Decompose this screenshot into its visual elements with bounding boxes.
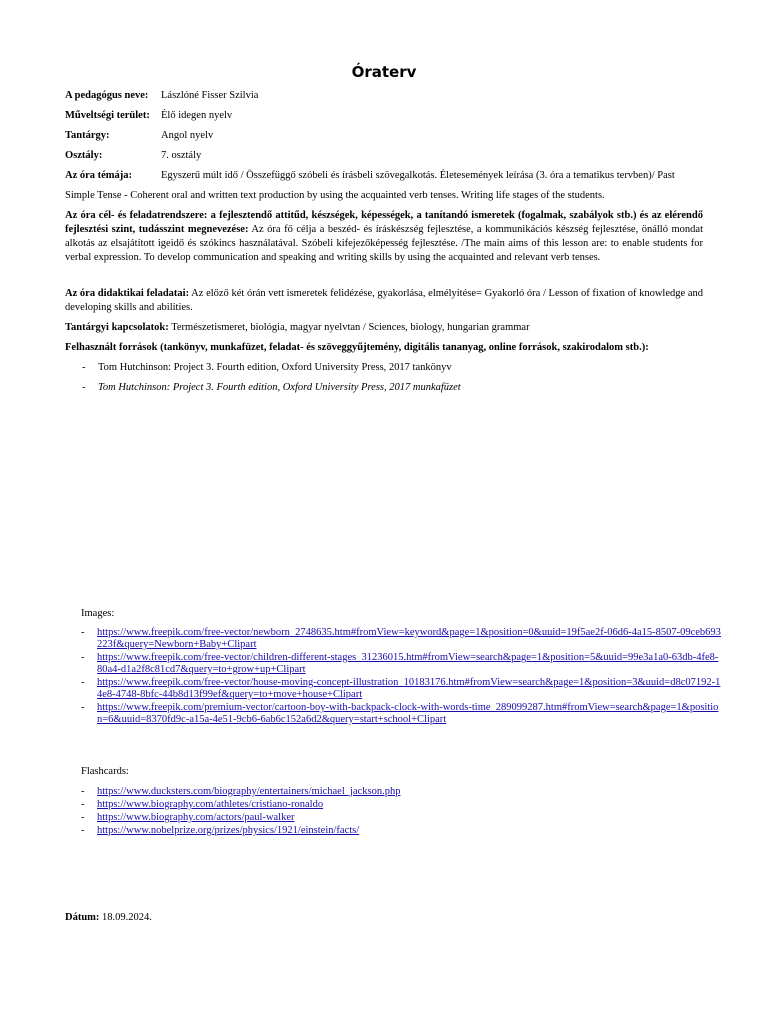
- flashcard-link[interactable]: https://www.biography.com/athletes/cristiano-ronaldo: [97, 799, 324, 810]
- flashcard-link[interactable]: https://www.ducksters.com/biography/entertainers/michael_jackson.php: [97, 786, 401, 797]
- field-label: Műveltségi terület:: [65, 110, 150, 121]
- field-value: Angol nyelv: [161, 130, 214, 141]
- image-link[interactable]: https://www.freepik.com/premium-vector/cartoon-boy-with-backpack-clock-with-words-time_289099287.htm#fromView=search&page=1&position=6&uuid=8370fd9c-a15a-4e51-9cb6-6ab6c152a6d2&query=start+school+Clipart: [97, 702, 719, 725]
- field-subject: [65, 129, 213, 143]
- date-line: [65, 912, 152, 923]
- field-value: Lászlóné Fisser Szilvia: [161, 90, 259, 101]
- didactic-tasks: [65, 287, 703, 315]
- date-label: Dátum:: [65, 912, 100, 923]
- field-teacher-name: [65, 89, 258, 103]
- source-item: - Tom Hutchinson: Project 3. Fourth edition, Oxford University Press, 2017 tankönyv: [82, 362, 452, 373]
- topic-continuation: Simple Tense - Coherent oral and written text production by using the acquainted verb tenses. Writing life stages of the students.: [65, 190, 605, 201]
- source-item: - Tom Hutchinson: Project 3. Fourth edition, Oxford University Press, 2017 munkafüzet: [82, 382, 461, 393]
- lesson-goals: [65, 209, 703, 265]
- image-link[interactable]: https://www.freepik.com/free-vector/house-moving-concept-illustration_10183176.htm#fromView=search&page=1&position=3&uuid=d8c07192-14e8-4748-8bfc-44b8d13f99ef&query=to+move+house+Clipart: [97, 677, 721, 700]
- goals-text: Az óra fő célja a beszéd- és íráskészség fejlesztése, a kommunikációs készség fejlesztése, önálló mondat alkotás az elsajátított igeidő és szókincs használatával. Szóbeli kifejezőképesség fejlesztése. /The main aims of this lesson are: to enable students for verbal expression. To develop communication and speaking and writing skills by using the acquainted and relevant verb tenses.: [65, 224, 703, 263]
- image-link[interactable]: https://www.freepik.com/free-vector/newborn_2748635.htm#fromView=keyword&page=1&position=0&uuid=19f5ae2f-06d6-4a15-8507-09ceb693223f&query=Newborn+Baby+Clipart: [97, 627, 721, 650]
- subject-connections: [65, 321, 703, 335]
- image-link[interactable]: https://www.freepik.com/free-vector/children-different-stages_31236015.htm#fromView=search&page=1&position=5&uuid=99e3a1a0-63db-4fe8-80a4-d1a2f8c81cd7&query=to+grow+up+Clipart: [97, 652, 719, 675]
- field-value: Egyszerű múlt idő / Összefüggő szóbeli és írásbeli szövegalkotás. Életesemények leírása (3. óra a tematikus tervben)/ Past: [161, 170, 675, 181]
- field-value: 7. osztály: [161, 150, 202, 161]
- list-item: - https://www.freepik.com/free-vector/newborn_2748635.htm#fromView=keyword&page=1&position=0&uuid=19f5ae2f-06d6-4a15-8507-09ceb693223f&query=Newborn+Baby+Clipart: [81, 627, 721, 650]
- field-label: A pedagógus neve:: [65, 90, 149, 101]
- list-item: - https://www.biography.com/athletes/cristiano-ronaldo: [81, 799, 324, 810]
- list-item: - https://www.nobelprize.org/prizes/physics/1921/einstein/facts/: [81, 825, 360, 836]
- sources-heading: Felhasznált források (tankönyv, munkafüzet, feladat- és szöveggyűjtemény, digitális tananyag, online források, szakirodalom stb.):: [65, 342, 649, 353]
- didactic-label: Az óra didaktikai feladatai:: [65, 288, 190, 299]
- list-item: - https://www.freepik.com/premium-vector/cartoon-boy-with-backpack-clock-with-words-time_289099287.htm#fromView=search&page=1&position=6&uuid=8370fd9c-a15a-4e51-9cb6-6ab6c152a6d2&query=start+school+Clipart: [81, 702, 719, 725]
- list-item: - https://www.biography.com/actors/paul-walker: [81, 812, 295, 823]
- flashcard-link[interactable]: https://www.biography.com/actors/paul-walker: [97, 812, 295, 823]
- list-item: - https://www.freepik.com/free-vector/house-moving-concept-illustration_10183176.htm#fromView=search&page=1&position=3&uuid=d8c07192-14e8-4748-8bfc-44b8d13f99ef&query=to+move+house+Clipart: [81, 677, 721, 700]
- flashcard-link[interactable]: https://www.nobelprize.org/prizes/physics/1921/einstein/facts/: [97, 825, 360, 836]
- list-item: - https://www.ducksters.com/biography/entertainers/michael_jackson.php: [81, 786, 401, 797]
- flashcards-heading: Flashcards:: [81, 766, 129, 777]
- field-value: Élő idegen nyelv: [161, 110, 233, 121]
- list-item: - https://www.freepik.com/free-vector/children-different-stages_31236015.htm#fromView=search&page=1&position=5&uuid=99e3a1a0-63db-4fe8-80a4-d1a2f8c81cd7&query=to+grow+up+Clipart: [81, 652, 719, 675]
- page-title: Óraterv: [351, 63, 417, 81]
- connections-label: Tantárgyi kapcsolatok:: [65, 322, 169, 333]
- date-value: 18.09.2024.: [99, 912, 152, 923]
- image-links-list: [81, 627, 721, 727]
- field-lesson-topic: [65, 169, 675, 183]
- didactic-text: Az előző két órán vett ismeretek felidézése, gyakorlása, elmélyítése= Gyakorló óra / Lesson of fixation of knowledge and developing skills and abilities.: [65, 288, 703, 313]
- field-class: [65, 149, 201, 163]
- field-label: Osztály:: [65, 150, 103, 161]
- images-heading: Images:: [81, 608, 115, 619]
- flashcard-links-list: [81, 786, 721, 838]
- goals-label: Az óra cél- és feladatrendszere: a fejlesztendő attitűd, készségek, képességek, a tanítandó ismeretek (fogalmak, szabályok stb.) és az elérendő fejlesztési szint, tudásszint megnevezése:: [65, 210, 703, 235]
- field-label: Az óra témája:: [65, 170, 133, 181]
- connections-text: Természetismeret, biológia, magyar nyelvtan / Sciences, biology, hungarian grammar: [168, 322, 530, 333]
- field-label: Tantárgy:: [65, 130, 110, 141]
- source-text: Tom Hutchinson: Project 3. Fourth edition, Oxford University Press, 2017 tankönyv: [98, 362, 452, 373]
- field-subject-area: [65, 109, 232, 123]
- source-text: Tom Hutchinson: Project 3. Fourth edition, Oxford University Press, 2017 munkafüzet: [98, 382, 461, 393]
